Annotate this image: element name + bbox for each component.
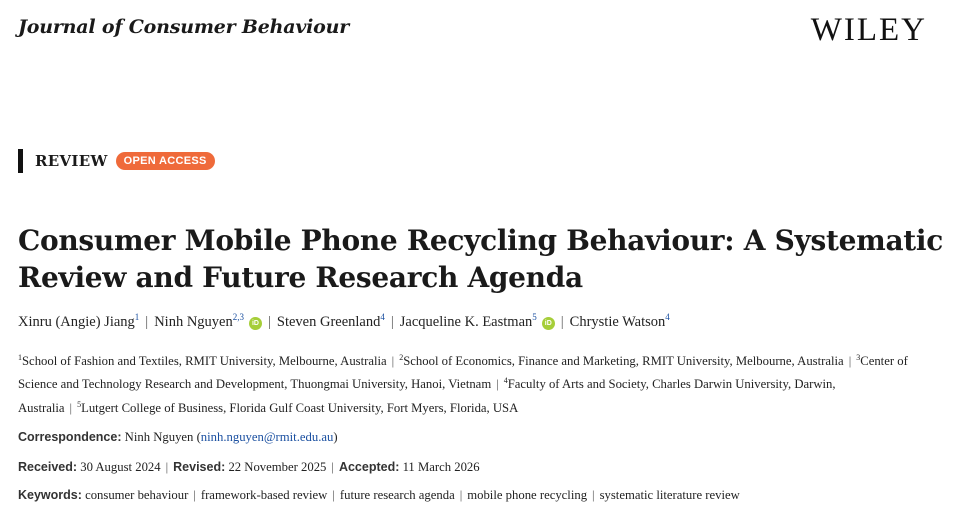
open-access-badge: OPEN ACCESS: [116, 152, 215, 170]
received-label: Received:: [18, 460, 78, 474]
wiley-logo[interactable]: WILEY: [810, 12, 927, 48]
affiliation-text: School of Fashion and Textiles, RMIT University, Melbourne, Australia: [22, 354, 387, 369]
keyword-separator: |: [332, 488, 335, 502]
correspondence-name: Ninh Nguyen: [124, 430, 194, 444]
accepted-label: Accepted:: [338, 460, 400, 474]
affiliation-number: 2: [399, 353, 404, 362]
affiliation: [18, 354, 387, 368]
article-title: Consumer Mobile Phone Recycling Behaviour: A Systematic Review and Future Research Agenda: [18, 224, 944, 294]
affiliation-separator: |: [391, 354, 395, 369]
affiliation-number: 5: [77, 399, 82, 409]
affiliation-text: Center of Science and Technology Research and Development, Thuongmai University, Hanoi, Vietnam: [18, 354, 908, 392]
author-affiliation-ref: 2,3: [232, 312, 244, 322]
affiliation-separator: |: [496, 377, 499, 392]
affiliation: [399, 354, 843, 368]
author-name[interactable]: Steven Greenland: [276, 313, 381, 330]
correspondence: Correspondence: Ninh Nguyen (ninh.nguyen@rmit.edu.au): [18, 430, 338, 444]
author[interactable]: [154, 314, 262, 330]
revised-label: Revised:: [173, 460, 226, 474]
affiliation-separator: |: [69, 400, 73, 415]
author-list: [18, 312, 958, 331]
affiliation-number: 4: [503, 376, 508, 386]
affiliations: [18, 348, 938, 418]
author-affiliation-ref: 1: [134, 312, 140, 322]
author-affiliation-ref: 4: [380, 312, 385, 322]
article-type-label: REVIEW: [35, 152, 108, 170]
author-affiliation-ref: 4: [665, 312, 670, 322]
author-separator: |: [267, 313, 271, 330]
affiliation-number: 3: [856, 353, 861, 362]
keywords: [18, 488, 740, 503]
author-separator: |: [390, 313, 394, 330]
orcid-icon[interactable]: iD: [542, 317, 555, 330]
author[interactable]: [570, 314, 670, 330]
correspondence-email-link[interactable]: ninh.nguyen@rmit.edu.au: [200, 430, 334, 444]
affiliation-number: 1: [18, 353, 22, 362]
received-date: 30 August 2024: [80, 460, 161, 474]
author-separator: |: [145, 313, 149, 330]
affiliation-separator: |: [848, 354, 852, 369]
author[interactable]: [277, 314, 385, 330]
date-separator: |: [331, 460, 334, 474]
keyword[interactable]: mobile phone recycling: [467, 488, 588, 502]
author-name[interactable]: Ninh Nguyen: [154, 313, 233, 330]
keyword-separator: |: [592, 488, 595, 502]
keywords-label: Keywords:: [18, 488, 82, 502]
author[interactable]: [400, 314, 555, 330]
correspondence-label: Correspondence:: [18, 430, 122, 444]
article-dates: [18, 460, 480, 475]
author[interactable]: [18, 314, 139, 330]
affiliation-text: School of Economics, Finance and Marketing, RMIT University, Melbourne, Australia: [403, 354, 844, 369]
keyword-separator: |: [459, 488, 463, 502]
affiliation: [77, 401, 518, 415]
article-type-row: [18, 149, 215, 173]
author-name[interactable]: Xinru (Angie) Jiang: [18, 313, 135, 330]
keyword[interactable]: future research agenda: [339, 488, 455, 502]
keyword[interactable]: consumer behaviour: [85, 488, 189, 502]
orcid-icon[interactable]: iD: [249, 317, 262, 330]
author-affiliation-ref: 5: [532, 312, 537, 322]
keyword[interactable]: systematic literature review: [599, 488, 740, 502]
keyword-separator: |: [193, 488, 196, 502]
affiliation-text: Faculty of Arts and Society, Charles Darwin University, Darwin, Australia: [18, 377, 836, 415]
author-separator: |: [560, 313, 564, 330]
type-bar-decoration: [18, 149, 23, 173]
keyword[interactable]: framework-based review: [200, 488, 328, 502]
journal-name[interactable]: Journal of Consumer Behaviour: [18, 16, 350, 38]
accepted-date: 11 March 2026: [402, 460, 480, 474]
author-name[interactable]: Jacqueline K. Eastman: [399, 313, 533, 330]
author-name[interactable]: Chrystie Watson: [569, 313, 666, 330]
revised-date: 22 November 2025: [228, 460, 327, 474]
affiliation-text: Lutgert College of Business, Florida Gulf Coast University, Fort Myers, Florida, USA: [81, 400, 519, 415]
date-separator: |: [165, 460, 169, 474]
